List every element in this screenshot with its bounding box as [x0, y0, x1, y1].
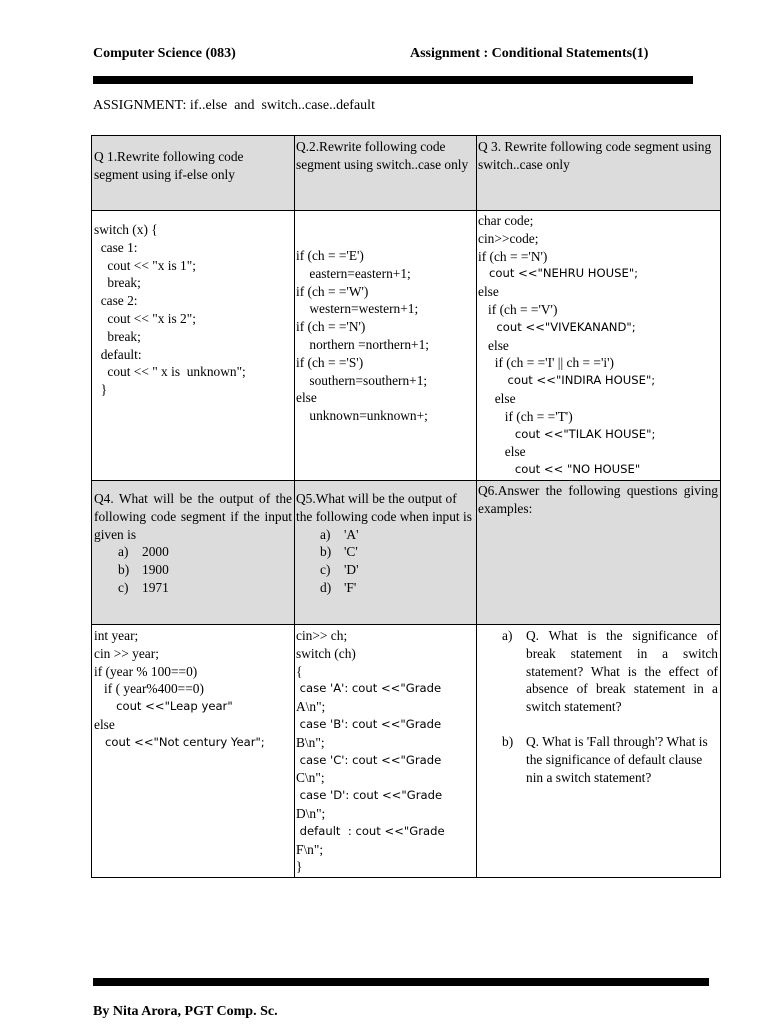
code-line: cout <<"INDIRA HOUSE";: [478, 373, 656, 388]
code-line: southern=southern+1;: [296, 372, 428, 388]
code-line: if (ch = ='S'): [296, 354, 364, 370]
code-line: cout << "x is 1";: [94, 257, 196, 273]
course-title: Computer Science (083): [93, 46, 236, 61]
code-line: break;: [94, 275, 141, 291]
q6-item: a) Q. What is the significance of break statement in a switch statement? What is the effect of absence of break statement in a switch statement?: [502, 628, 718, 715]
code-line: {: [296, 663, 303, 679]
code-line: case 'C': cout <<"Grade: [296, 752, 442, 767]
q2-title: Q.2.Rewrite following code segment using switch..case only: [296, 139, 469, 172]
q5-title-cell: [296, 490, 472, 597]
code-line: D\n";: [296, 805, 326, 821]
code-line: cout <<"TILAK HOUSE";: [478, 426, 656, 441]
code-line: if (ch = ='V'): [478, 301, 558, 317]
code-line: cout <<"Leap year": [94, 699, 233, 714]
code-line: cout <<"VIVEKANAND";: [478, 319, 636, 334]
q5-code-block: [296, 627, 474, 876]
question-table: [91, 135, 721, 878]
code-line: switch (ch): [296, 645, 356, 661]
code-line: default:: [94, 346, 142, 362]
code-line: char code;: [478, 213, 534, 228]
q4-title-cell: [94, 490, 292, 597]
code-line: B\n";: [296, 734, 325, 750]
code-line: if (ch = ='W'): [296, 283, 369, 299]
code-line: case 'B': cout <<"Grade: [296, 716, 442, 731]
code-line: if (ch = ='T'): [478, 408, 573, 424]
code-line: if (year % 100==0): [94, 663, 198, 679]
code-line: else: [296, 390, 317, 406]
code-line: else: [478, 444, 526, 460]
code-line: A\n";: [296, 699, 326, 715]
assignment-title: Assignment : Conditional Statements(1): [410, 46, 649, 61]
code-line: switch (x) {: [94, 222, 158, 237]
column-divider-1: [294, 136, 295, 877]
code-line: eastern=eastern+1;: [296, 265, 411, 281]
q5-option: a) 'A': [320, 526, 359, 542]
code-line: western=western+1;: [296, 301, 419, 317]
q1-title: Q 1.Rewrite following code segment using if-else only: [94, 149, 244, 182]
code-line: }: [296, 859, 303, 875]
code-line: cout <<"NEHRU HOUSE";: [478, 266, 639, 281]
author-credit: By Nita Arora, PGT Comp. Sc.: [93, 1004, 278, 1019]
q4-title: Q4. What will be the output of the following code segment if the input given is: [94, 491, 292, 542]
code-line: break;: [94, 328, 141, 344]
code-line: cout <<"Not century Year";: [94, 734, 265, 749]
code-line: F\n";: [296, 841, 324, 857]
q4-option: a) 2000: [118, 544, 169, 560]
q5-option: b) 'C': [320, 544, 358, 560]
q3-title: Q 3. Rewrite following code segment using switch..case only: [478, 139, 712, 172]
code-line: C\n";: [296, 770, 325, 786]
q5-title: Q5.What will be the output of the following code when input is: [296, 491, 472, 524]
q1-code-block: [94, 221, 292, 399]
column-divider-2: [476, 136, 477, 877]
code-line: if (ch = ='N'): [296, 319, 366, 335]
code-line: else: [478, 390, 516, 406]
q6-items: [478, 627, 718, 786]
code-line: northern =northern+1;: [296, 336, 429, 352]
code-line: else: [94, 716, 115, 732]
code-line: case 'D': cout <<"Grade: [296, 788, 443, 803]
code-line: default : cout <<"Grade: [296, 823, 445, 838]
q3-code-block: [478, 212, 718, 479]
header-rule: [93, 76, 693, 84]
footer-rule: [93, 978, 709, 986]
row-divider-1: [92, 210, 720, 211]
q5-option: c) 'D': [320, 562, 359, 578]
q6-title-cell: [478, 482, 718, 518]
code-line: else: [478, 284, 499, 300]
assignment-intro: ASSIGNMENT: if..else and switch..case..default: [93, 98, 375, 113]
code-line: if ( year%400==0): [94, 681, 204, 697]
code-line: cout << " x is unknown";: [94, 364, 246, 380]
q5-option: d) 'F': [320, 579, 357, 595]
q6-item: b) Q. What is 'Fall through'? What is the significance of default clause nin a switch statement?: [502, 733, 708, 785]
code-line: cin>>code;: [478, 230, 539, 246]
q1-title-cell: [94, 148, 284, 184]
q2-code-block: [296, 247, 474, 425]
code-line: case 'A': cout <<"Grade: [296, 681, 442, 696]
code-line: cout << "x is 2";: [94, 310, 196, 326]
code-line: if (ch = ='E'): [296, 248, 364, 263]
row-divider-2: [92, 480, 720, 481]
code-line: case 1:: [94, 239, 138, 255]
code-line: if (ch = ='N'): [478, 248, 548, 264]
code-line: cout << "NO HOUSE": [478, 462, 641, 477]
q6-title: Q6.Answer the following questions giving examples:: [478, 483, 718, 516]
q2-title-cell: [296, 138, 474, 174]
code-line: cin>> ch;: [296, 628, 348, 643]
code-line: cin >> year;: [94, 645, 159, 661]
code-line: unknown=unknown+;: [296, 408, 428, 424]
q4-code-block: [94, 627, 292, 752]
q4-option: c) 1971: [118, 579, 169, 595]
code-line: if (ch = ='I' || ch = ='i'): [478, 355, 614, 371]
code-line: case 2:: [94, 293, 138, 309]
code-line: }: [94, 382, 108, 398]
code-line: else: [478, 337, 509, 353]
q4-option: b) 1900: [118, 562, 169, 578]
q3-title-cell: [478, 138, 718, 174]
row-divider-3: [92, 624, 720, 625]
code-line: int year;: [94, 628, 139, 643]
